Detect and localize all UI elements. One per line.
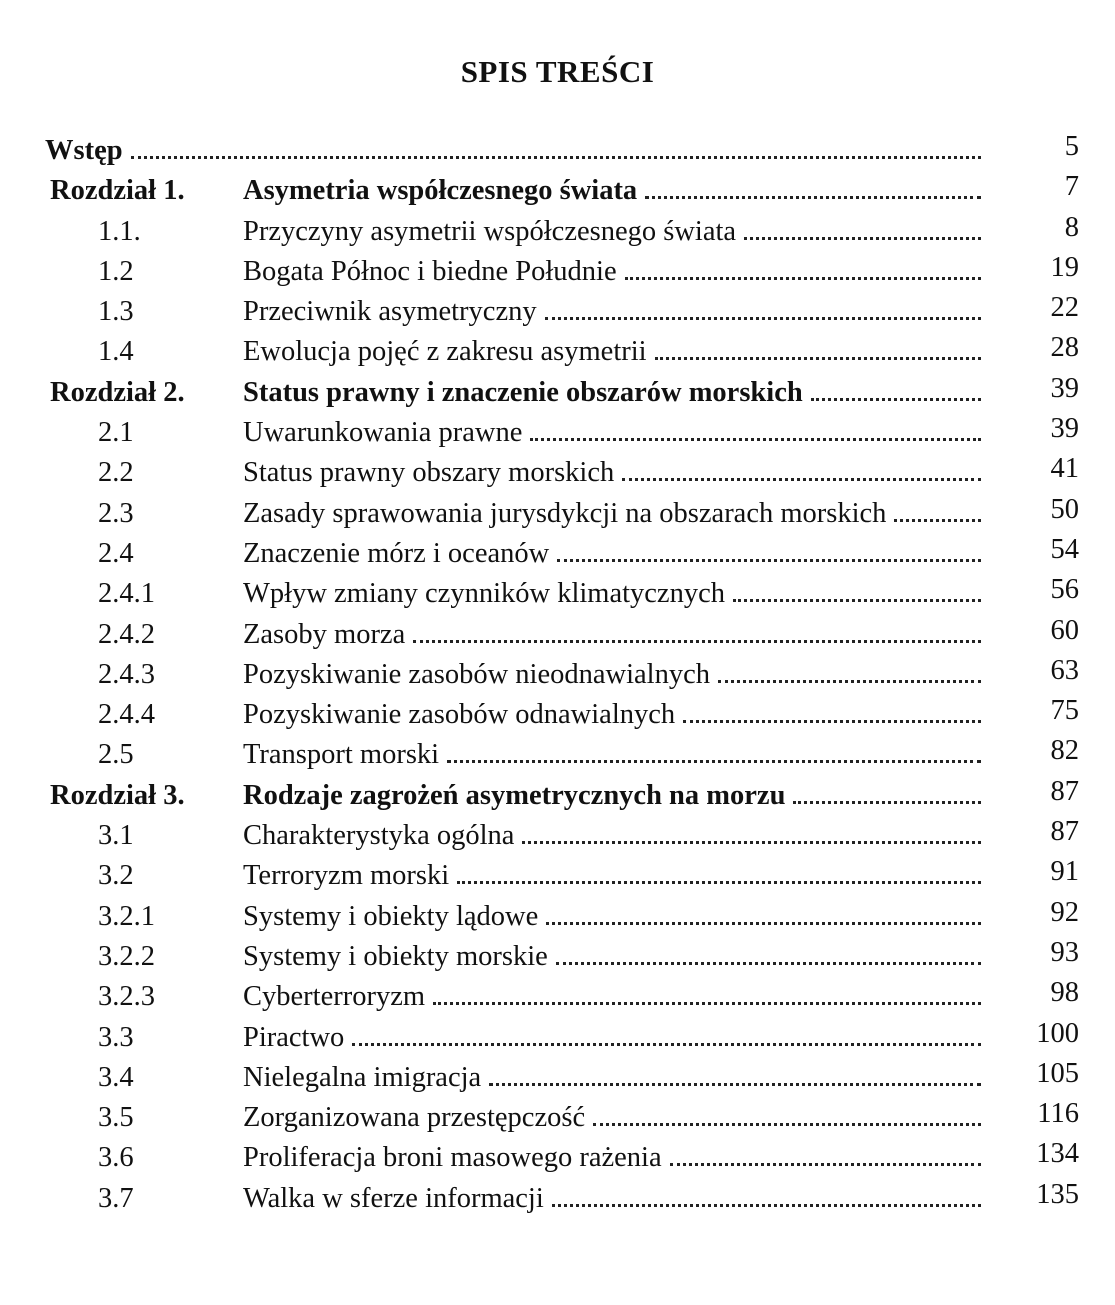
- dot-leader: [552, 1204, 981, 1207]
- dot-leader: [622, 478, 981, 481]
- toc-entry: [243, 457, 981, 489]
- toc-entry-title: Walka w sferze informacji: [243, 1182, 544, 1214]
- toc-entry-title: Nielegalna imigracja: [243, 1061, 482, 1093]
- toc-entry: [243, 699, 981, 731]
- dot-leader: [522, 841, 981, 844]
- toc-entry-title: Terroryzm morski: [243, 860, 450, 892]
- toc-entry-title: Wstęp: [45, 135, 123, 166]
- toc-page-number: 63: [1050, 654, 1079, 686]
- toc-entry-number: 2.4: [98, 537, 134, 569]
- toc-list: [0, 131, 1115, 1219]
- toc-entry-number: 1.2: [98, 255, 134, 287]
- toc-entry-number: 2.4.3: [98, 658, 155, 690]
- toc-chapter-row: [0, 171, 1115, 211]
- toc-section-row: [0, 494, 1115, 534]
- toc-page-number: 19: [1050, 251, 1079, 283]
- toc-entry-title: Pozyskiwanie zasobów nieodnawialnych: [243, 658, 710, 690]
- toc-entry-title: Piractwo: [243, 1021, 345, 1053]
- toc-entry-number: 3.3: [98, 1021, 134, 1053]
- dot-leader: [793, 801, 981, 804]
- toc-entry: [243, 1062, 981, 1094]
- toc-entry: [243, 780, 981, 812]
- toc-page-number: 41: [1050, 453, 1079, 485]
- toc-entry-title: Znaczenie mórz i oceanów: [243, 537, 550, 569]
- toc-entry: [243, 377, 981, 409]
- toc-section-row: [0, 1058, 1115, 1098]
- toc-page-number: 91: [1050, 856, 1079, 888]
- toc-entry: [243, 336, 981, 368]
- dot-leader: [131, 156, 981, 159]
- toc-entry: [243, 296, 981, 328]
- toc-entry-title: Charakterystyka ogólna: [243, 820, 515, 852]
- toc-entry: [243, 981, 981, 1013]
- toc-section-row: [0, 453, 1115, 493]
- toc-entry-number: 3.5: [98, 1102, 134, 1134]
- toc-page-number: 5: [1064, 131, 1079, 162]
- page-title: SPIS TREŚCI: [460, 54, 655, 89]
- toc-entry-number: 2.3: [98, 497, 134, 529]
- toc-entry-number: 3.7: [98, 1182, 134, 1214]
- toc-entry-number: 2.2: [98, 457, 134, 489]
- toc-page-number: 135: [1036, 1178, 1079, 1210]
- toc-section-row: [0, 332, 1115, 372]
- toc-page-number: 134: [1036, 1138, 1079, 1170]
- dot-leader: [530, 438, 981, 441]
- dot-leader: [457, 881, 981, 884]
- toc-entry-title: Status prawny obszary morskich: [243, 457, 615, 489]
- toc-page-number: 22: [1050, 292, 1079, 324]
- dot-leader: [718, 680, 981, 683]
- dot-leader: [545, 317, 981, 320]
- dot-leader: [557, 559, 981, 562]
- dot-leader: [645, 196, 981, 199]
- toc-entry-title: Rodzaje zagrożeń asymetrycznych na morzu: [243, 779, 786, 811]
- toc-section-row: [0, 252, 1115, 292]
- toc-entry-number: 3.6: [98, 1142, 134, 1174]
- toc-entry-number: 3.1: [98, 820, 134, 852]
- toc-entry-title: Cyberterroryzm: [243, 981, 426, 1013]
- toc-entry-title: Asymetria współczesnego świata: [243, 175, 638, 207]
- toc-entry-title: Przyczyny asymetrii współczesnego świata: [243, 215, 737, 247]
- toc-page-number: 116: [1037, 1098, 1079, 1130]
- toc-entry: [243, 941, 981, 973]
- toc-entry-number: 3.4: [98, 1061, 134, 1093]
- dot-leader: [655, 357, 981, 360]
- toc-section-row: [0, 816, 1115, 856]
- toc-page-number: 92: [1050, 896, 1079, 928]
- toc-entry-title: Wpływ zmiany czynników klimatycznych: [243, 578, 725, 610]
- dot-leader: [894, 519, 981, 522]
- toc-entry: [243, 417, 981, 449]
- toc-entry: [243, 175, 981, 207]
- toc-section-row: [0, 937, 1115, 977]
- toc-entry: [243, 860, 981, 892]
- toc-entry-number: 3.2.1: [98, 900, 155, 932]
- toc-entry-title: Zasady sprawowania jurysdykcji na obszarach morskich: [243, 497, 887, 529]
- toc-page-number: 98: [1050, 977, 1079, 1009]
- toc-entry: [243, 538, 981, 570]
- toc-entry-title: Bogata Północ i biedne Południe: [243, 255, 617, 287]
- toc-page-number: 105: [1036, 1057, 1079, 1089]
- toc-section-row: [0, 292, 1115, 332]
- toc-section-row: [0, 1179, 1115, 1219]
- toc-page-number: 50: [1050, 493, 1079, 525]
- dot-leader: [433, 1002, 981, 1005]
- toc-section-row: [0, 695, 1115, 735]
- dot-leader: [670, 1163, 981, 1166]
- toc-section-row: [0, 534, 1115, 574]
- dot-leader: [352, 1043, 981, 1046]
- dot-leader: [447, 760, 981, 763]
- toc-entry: [45, 135, 981, 167]
- toc-section-row: [0, 615, 1115, 655]
- toc-entry-number: Rozdział 2.: [50, 376, 185, 408]
- dot-leader: [489, 1083, 981, 1086]
- toc-page-number: 82: [1050, 735, 1079, 767]
- toc-page-number: 56: [1050, 574, 1079, 606]
- dot-leader: [744, 237, 981, 240]
- toc-entry: [243, 216, 981, 248]
- toc-section-row: [0, 1098, 1115, 1138]
- toc-entry-number: 1.3: [98, 296, 134, 328]
- toc-entry-number: 2.5: [98, 739, 134, 771]
- toc-entry-number: 2.4.1: [98, 578, 155, 610]
- toc-section-row: [0, 735, 1115, 775]
- toc-entry: [243, 1022, 981, 1054]
- toc-entry-number: 3.2.2: [98, 940, 155, 972]
- toc-entry-title: Zorganizowana przestępczość: [243, 1102, 586, 1134]
- toc-page-number: 87: [1050, 775, 1079, 807]
- toc-page-number: 7: [1064, 171, 1079, 203]
- dot-leader: [811, 398, 981, 401]
- toc-entry-title: Pozyskiwanie zasobów odnawialnych: [243, 699, 676, 731]
- toc-chapter-row: [0, 373, 1115, 413]
- toc-entry: [243, 578, 981, 610]
- toc-entry-title: Ewolucja pojęć z zakresu asymetrii: [243, 336, 647, 368]
- toc-entry-title: Transport morski: [243, 739, 440, 771]
- toc-entry-number: 2.1: [98, 417, 134, 449]
- toc-page-number: 39: [1050, 372, 1079, 404]
- toc-section-row: [0, 897, 1115, 937]
- toc-entry-number: 2.4.4: [98, 699, 155, 731]
- toc-page-number: 93: [1050, 936, 1079, 968]
- toc-entry-title: Zasoby morza: [243, 618, 406, 650]
- toc-section-row: [0, 212, 1115, 252]
- toc-entry: [243, 901, 981, 933]
- toc-entry-number: 2.4.2: [98, 618, 155, 650]
- toc-entry-title: Systemy i obiekty morskie: [243, 940, 548, 972]
- toc-entry-number: Rozdział 3.: [50, 779, 185, 811]
- toc-entry: [243, 820, 981, 852]
- toc-section-row: [0, 1018, 1115, 1058]
- dot-leader: [413, 640, 981, 643]
- toc-entry: [243, 1102, 981, 1134]
- toc-entry-title: Systemy i obiekty lądowe: [243, 900, 539, 932]
- toc-entry: [243, 1183, 981, 1215]
- toc-entry: [243, 619, 981, 651]
- toc-page-number: 39: [1050, 413, 1079, 445]
- toc-entry: [243, 498, 981, 530]
- toc-section-row: [0, 413, 1115, 453]
- toc-entry: [243, 739, 981, 771]
- toc-entry-title: Proliferacja broni masowego rażenia: [243, 1142, 662, 1174]
- toc-page-number: 60: [1050, 614, 1079, 646]
- toc-section-row: [0, 1138, 1115, 1178]
- toc-entry-title: Przeciwnik asymetryczny: [243, 296, 537, 328]
- toc-section-row: [0, 856, 1115, 896]
- toc-intro-row: [0, 131, 1115, 171]
- toc-page-number: 8: [1064, 211, 1079, 243]
- toc-entry-title: Uwarunkowania prawne: [243, 417, 523, 449]
- toc-entry-number: 3.2.3: [98, 981, 155, 1013]
- dot-leader: [593, 1123, 981, 1126]
- dot-leader: [683, 720, 981, 723]
- toc-page-number: 87: [1050, 816, 1079, 848]
- toc-entry: [243, 256, 981, 288]
- toc-chapter-row: [0, 776, 1115, 816]
- toc-entry-number: Rozdział 1.: [50, 175, 185, 207]
- toc-section-row: [0, 655, 1115, 695]
- toc-entry-number: 3.2: [98, 860, 134, 892]
- toc-entry-number: 1.1.: [98, 215, 141, 247]
- dot-leader: [625, 277, 981, 280]
- toc-page-number: 75: [1050, 695, 1079, 727]
- toc-section-row: [0, 574, 1115, 614]
- dot-leader: [546, 922, 981, 925]
- toc-section-row: [0, 977, 1115, 1017]
- toc-page-number: 100: [1036, 1017, 1079, 1049]
- dot-leader: [556, 962, 981, 965]
- toc-entry: [243, 1142, 981, 1174]
- toc-entry-number: 1.4: [98, 336, 134, 368]
- dot-leader: [733, 599, 981, 602]
- toc-page-number: 54: [1050, 533, 1079, 565]
- toc-entry: [243, 659, 981, 691]
- toc-page-number: 28: [1050, 332, 1079, 364]
- toc-entry-title: Status prawny i znaczenie obszarów morskich: [243, 376, 803, 408]
